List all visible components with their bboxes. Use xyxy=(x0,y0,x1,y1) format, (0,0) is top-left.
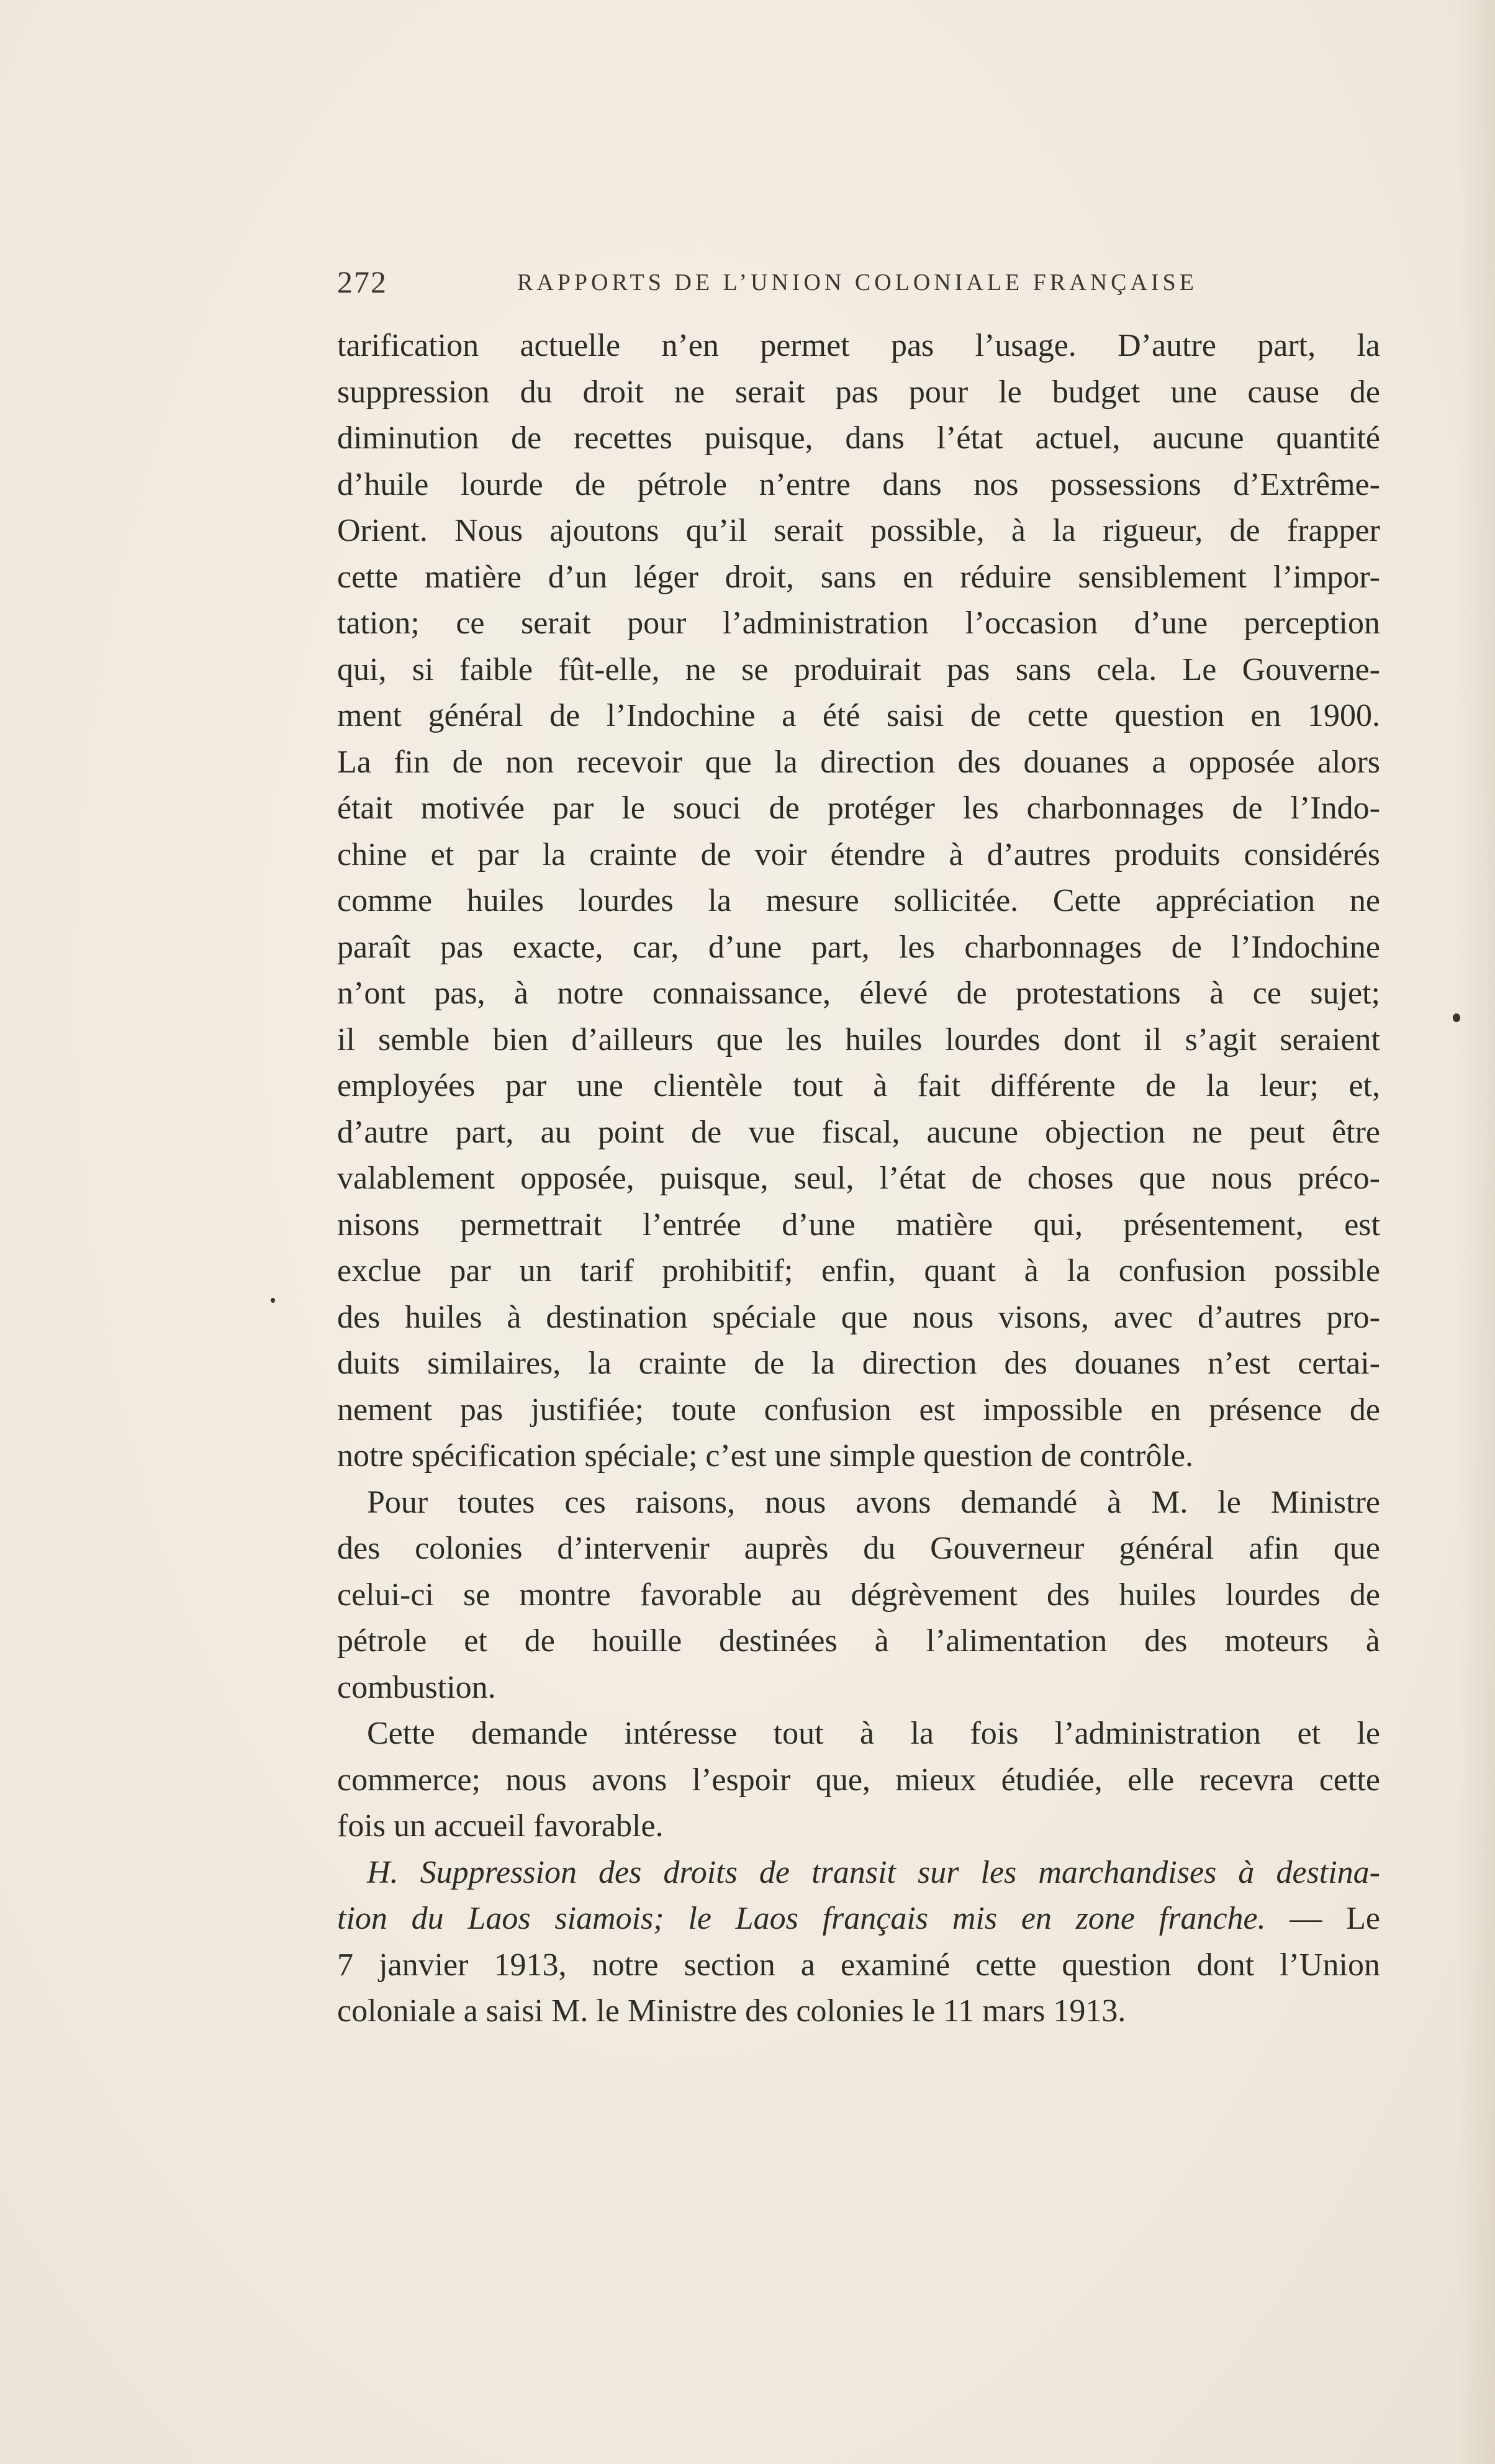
text-line: pétrole et de houille destinées à l’alimentation des moteurs à xyxy=(337,1623,1380,1659)
text-line: des huiles à destination spéciale que nous visons, avec d’autres pro- xyxy=(337,1299,1380,1335)
text-line: exclue par un tarif prohibitif; enfin, quant à la confusion possible xyxy=(337,1253,1380,1289)
text-line: Orient. Nous ajoutons qu’il serait possible, à la rigueur, de frapper xyxy=(337,513,1380,548)
text-line: fois un accueil favorable. xyxy=(337,1808,664,1844)
paragraph-1 xyxy=(337,323,1380,1480)
page-edge-shadow xyxy=(1458,0,1495,2464)
text-line: commerce; nous avons l’espoir que, mieux étudiée, elle recevra cette xyxy=(337,1762,1380,1798)
text-line: diminution de recettes puisque, dans l’état actuel, aucune quantité xyxy=(337,420,1380,456)
text-line: coloniale a saisi M. le Ministre des colonies le 11 mars 1913. xyxy=(337,1993,1126,2029)
text-line: des colonies d’intervenir auprès du Gouverneur général afin que xyxy=(337,1531,1380,1566)
text-line: il semble bien d’ailleurs que les huiles lourdes dont il s’agit seraient xyxy=(337,1021,1380,1058)
text-line: n’ont pas, à notre connaissance, élevé de protestations à ce sujet; xyxy=(337,976,1380,1011)
section-heading-line xyxy=(337,1896,1380,1942)
text-line: d’huile lourde de pétrole n’entre dans nos possessions d’Extrême- xyxy=(337,466,1380,502)
text-line: La fin de non recevoir que la direction des douanes a opposée alors xyxy=(337,744,1380,780)
text-line: d’autre part, au point de vue fiscal, aucune objection ne peut être xyxy=(337,1114,1380,1150)
text-line: suppression du droit ne serait pas pour le budget une cause de xyxy=(337,374,1380,410)
text-line: duits similaires, la crainte de la direction des douanes n’est certai- xyxy=(337,1346,1380,1381)
page-number: 272 xyxy=(337,265,387,299)
text-line: employées par une clientèle tout à fait différente de la leur; et, xyxy=(337,1068,1380,1103)
text-line: paraît pas exacte, car, d’une part, les charbonnages de l’Indochine xyxy=(337,929,1380,965)
text-line: notre spécification spéciale; c’est une simple question de contrôle. xyxy=(337,1438,1193,1474)
text-line: valablement opposée, puisque, seul, l’état de choses que nous préco- xyxy=(337,1161,1380,1196)
paragraph-3 xyxy=(337,1711,1380,1850)
text-line: nisons permettrait l’entrée d’une matière qui, présentement, est xyxy=(337,1207,1380,1243)
text-line: cette matière d’un léger droit, sans en réduire sensiblement l’impor- xyxy=(337,559,1380,595)
text-line: combustion. xyxy=(337,1669,496,1705)
text-line: tarification actuelle n’en permet pas l’usage. D’autre part, la xyxy=(337,328,1380,363)
section-heading-tail: — Le xyxy=(1265,1901,1380,1936)
body-text xyxy=(337,323,1380,2035)
running-header xyxy=(337,264,1206,307)
section-heading-line: H. Suppression des droits de transit sur les marchandises à destina- xyxy=(367,1854,1380,1890)
text-line: ment général de l’Indochine a été saisi de cette question en 1900. xyxy=(337,698,1380,733)
text-line: Pour toutes ces raisons, nous avons demandé à M. le Ministre xyxy=(367,1484,1380,1520)
text-line: tation; ce serait pour l’administration l’occasion d’une perception xyxy=(337,605,1380,641)
text-line: chine et par la crainte de voir étendre à d’autres produits considérés xyxy=(337,836,1380,872)
paragraph-2 xyxy=(337,1480,1380,1711)
ink-speck xyxy=(1453,1013,1460,1022)
section-h xyxy=(337,1850,1380,2035)
ink-speck xyxy=(271,1298,275,1303)
text-line: qui, si faible fût-elle, ne se produirait pas sans cela. Le Gouverne- xyxy=(337,651,1380,687)
text-line: était motivée par le souci de protéger les charbonnages de l’Indo- xyxy=(337,790,1380,826)
running-title: RAPPORTS DE L’UNION COLONIALE FRANÇAISE xyxy=(517,270,1198,296)
text-line: 7 janvier 1913, notre section a examiné cette question dont l’Union xyxy=(337,1947,1380,1983)
text-line: nement pas justifiée; toute confusion est impossible en présence de xyxy=(337,1392,1380,1428)
text-line: comme huiles lourdes la mesure sollicitée. Cette appréciation ne xyxy=(337,883,1380,918)
text-line: Cette demande intéresse tout à la fois l’administration et le xyxy=(367,1716,1380,1751)
text-line: celui-ci se montre favorable au dégrèvement des huiles lourdes de xyxy=(337,1577,1380,1613)
section-heading-italic: tion du Laos siamois; le Laos français mis en zone franche. xyxy=(337,1901,1266,1936)
